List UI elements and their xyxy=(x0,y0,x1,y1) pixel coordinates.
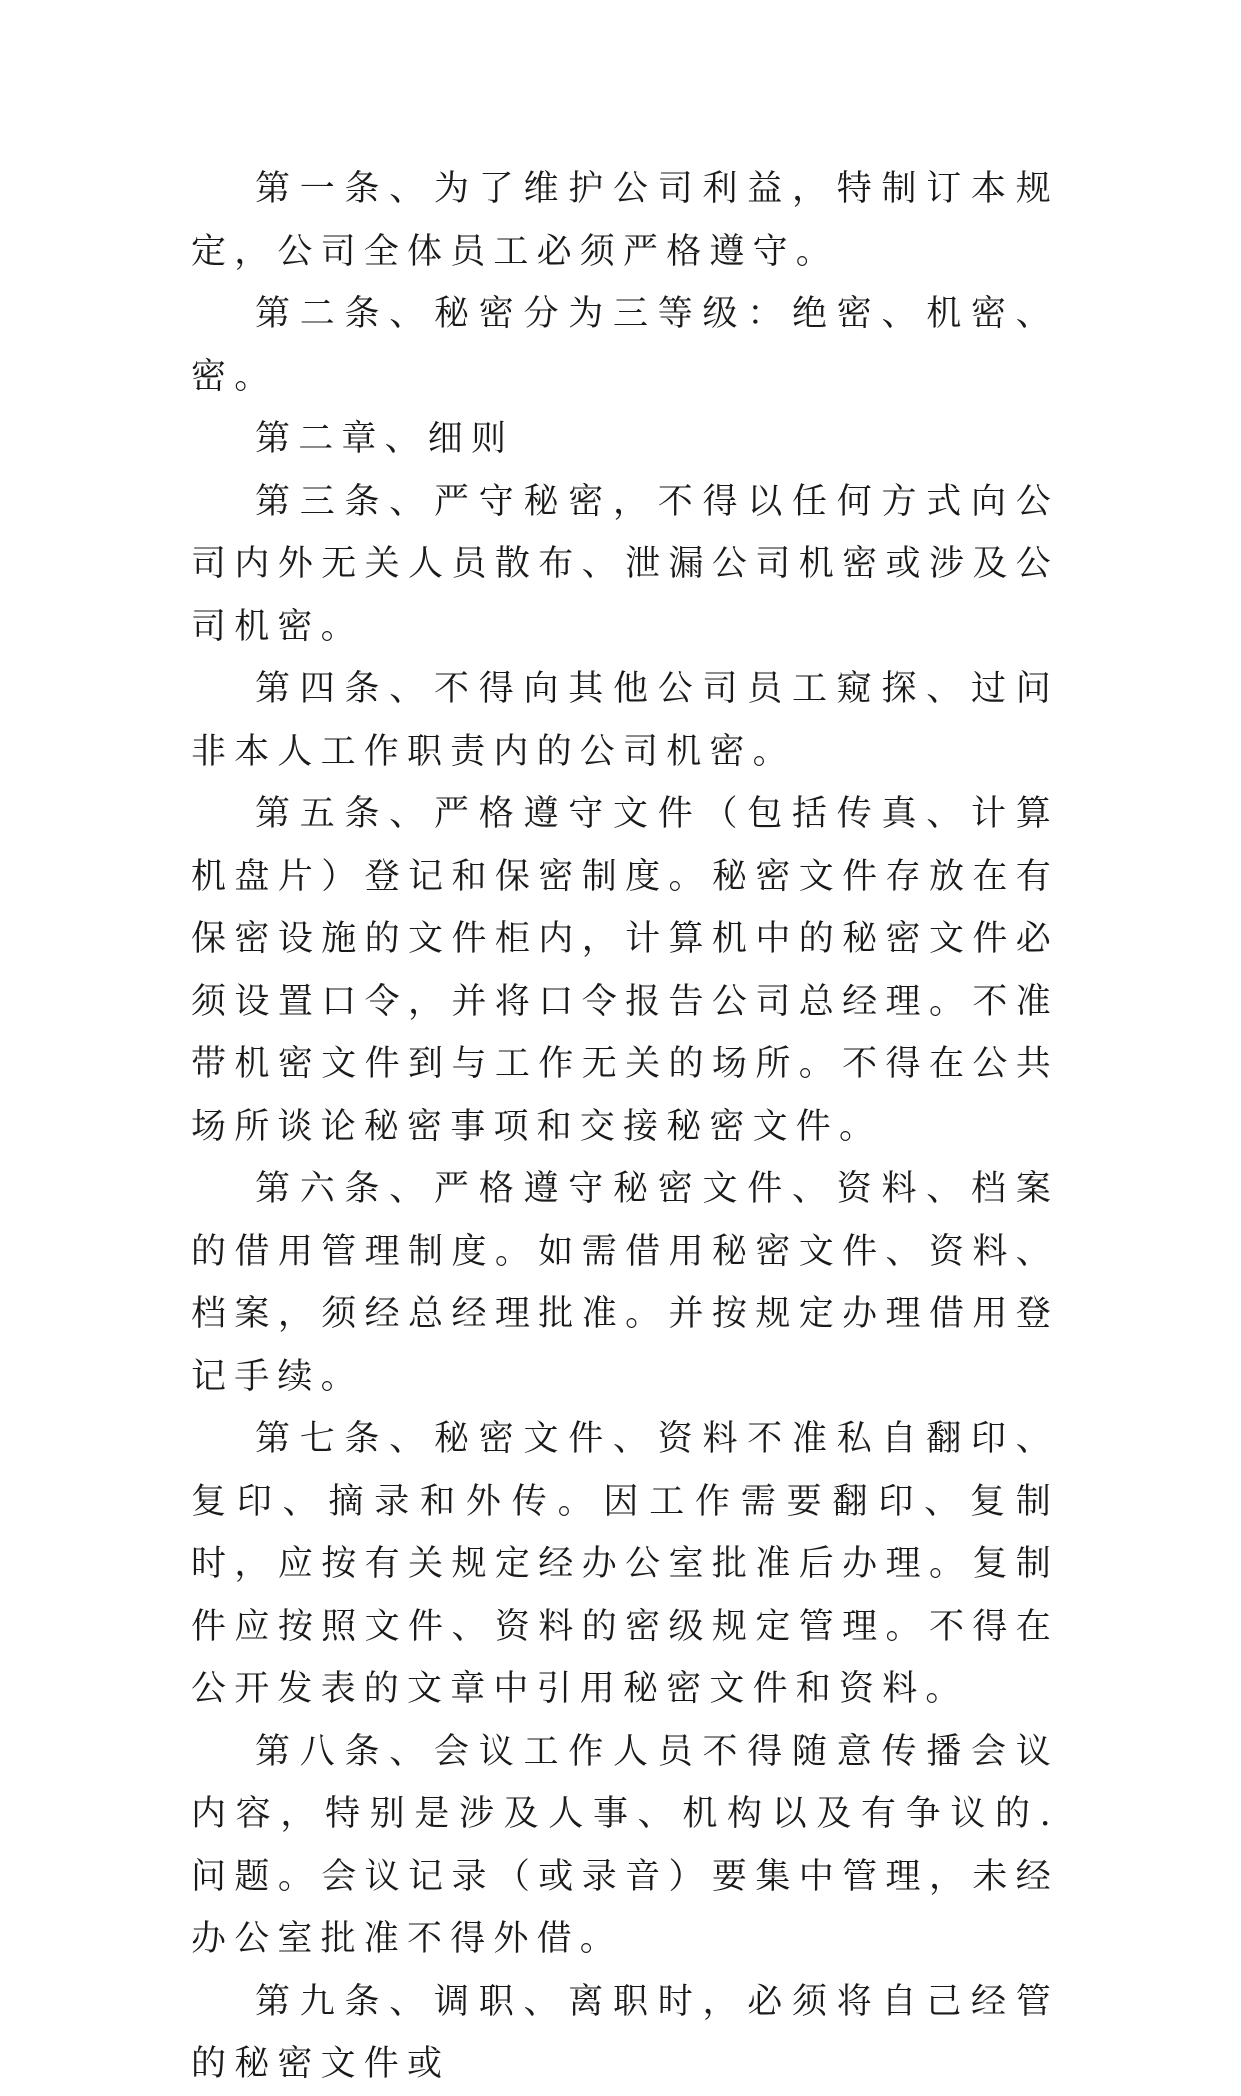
article-1-paragraph: 第一条、为了维护公司利益，特制订本规定，公司全体员工必须严格遵守。 xyxy=(191,169,1059,272)
chapter-2-heading: 第二章、细则 xyxy=(255,419,515,459)
article-4-paragraph: 第四条、不得向其他公司员工窥探、过问非本人工作职责内的公司机密。 xyxy=(191,669,1059,772)
article-8-paragraph: 第八条、会议工作人员不得随意传播会议内容，特别是涉及人事、机构以及有争议的.问题。会议记录（或录音）要集中管理，未经办公室批准不得外借。 xyxy=(191,1731,1059,1959)
document-body xyxy=(191,158,1059,2096)
article-2-paragraph: 第二条、秘密分为三等级：绝密、机密、密。 xyxy=(191,294,1059,397)
article-9-paragraph: 第九条、调职、离职时，必须将自己经管的秘密文件或 xyxy=(191,1981,1059,2084)
article-6-paragraph: 第六条、严格遵守秘密文件、资料、档案的借用管理制度。如需借用秘密文件、资料、档案，须经总经理批准。并按规定办理借用登记手续。 xyxy=(191,1169,1059,1397)
article-7-paragraph: 第七条、秘密文件、资料不准私自翻印、复印、摘录和外传。因工作需要翻印、复制时，应按有关规定经办公室批准后办理。复制件应按照文件、资料的密级规定管理。不得在公开发表的文章中引用秘密文件和资料。 xyxy=(191,1419,1059,1709)
article-5-paragraph: 第五条、严格遵守文件（包括传真、计算机盘片）登记和保密制度。秘密文件存放在有保密设施的文件柜内，计算机中的秘密文件必须设置口令，并将口令报告公司总经理。不准带机密文件到与工作无关的场所。不得在公共场所谈论秘密事项和交接秘密文件。 xyxy=(191,794,1059,1147)
article-3-paragraph: 第三条、严守秘密，不得以任何方式向公司内外无关人员散布、泄漏公司机密或涉及公司机密。 xyxy=(191,481,1059,647)
